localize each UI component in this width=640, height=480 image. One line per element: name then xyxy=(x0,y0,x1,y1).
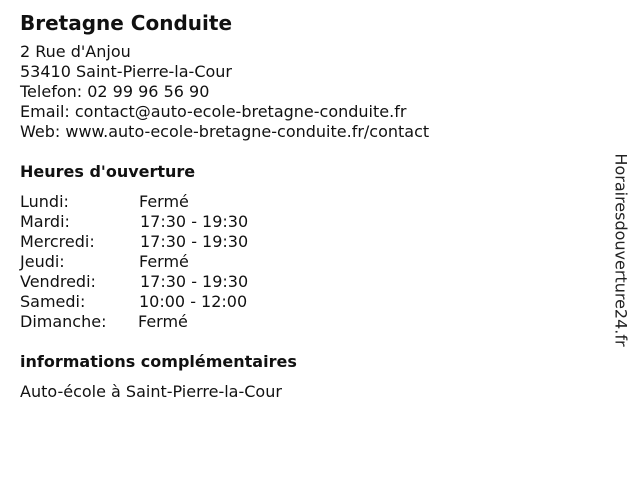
hours-heading: Heures d'ouverture xyxy=(20,162,196,181)
hours-time-value: Fermé xyxy=(138,312,188,331)
hours-time-value: 17:30 - 19:30 xyxy=(140,212,249,231)
hours-row-wednesday xyxy=(20,232,600,252)
hours-day-label: Vendredi: xyxy=(20,272,96,291)
hours-time-value: 10:00 - 12:00 xyxy=(139,292,248,311)
info-heading: informations complémentaires xyxy=(20,352,297,371)
hours-time-value: 17:30 - 19:30 xyxy=(140,232,249,251)
hours-row-monday xyxy=(20,192,600,212)
hours-time-value: Fermé xyxy=(139,192,189,211)
hours-row-friday xyxy=(20,272,600,292)
watermark-text: Horairesdouverture24.fr xyxy=(612,153,632,347)
business-name: Bretagne Conduite xyxy=(20,11,233,35)
site-watermark xyxy=(606,130,636,370)
contact-block xyxy=(20,42,600,142)
business-card xyxy=(20,10,600,402)
hours-table xyxy=(20,192,600,332)
hours-day-label: Samedi: xyxy=(20,292,86,311)
hours-day-label: Dimanche: xyxy=(20,312,107,331)
hours-day-label: Jeudi: xyxy=(20,252,65,271)
phone-number: Telefon: 02 99 96 56 90 xyxy=(20,82,210,101)
email-address: Email: contact@auto-ecole-bretagne-conduite.fr xyxy=(20,102,407,121)
address-street: 2 Rue d'Anjou xyxy=(20,42,131,61)
hours-time-value: 17:30 - 19:30 xyxy=(140,272,249,291)
hours-row-sunday xyxy=(20,312,600,332)
hours-row-tuesday xyxy=(20,212,600,232)
hours-time-value: Fermé xyxy=(139,252,189,271)
hours-day-label: Lundi: xyxy=(20,192,69,211)
hours-row-thursday xyxy=(20,252,600,272)
hours-row-saturday xyxy=(20,292,600,312)
hours-day-label: Mercredi: xyxy=(20,232,95,251)
hours-day-label: Mardi: xyxy=(20,212,70,231)
address-city: 53410 Saint-Pierre-la-Cour xyxy=(20,62,233,81)
website-link: Web: www.auto-ecole-bretagne-conduite.fr/contact xyxy=(20,122,430,141)
info-text: Auto-école à Saint-Pierre-la-Cour xyxy=(20,382,282,401)
